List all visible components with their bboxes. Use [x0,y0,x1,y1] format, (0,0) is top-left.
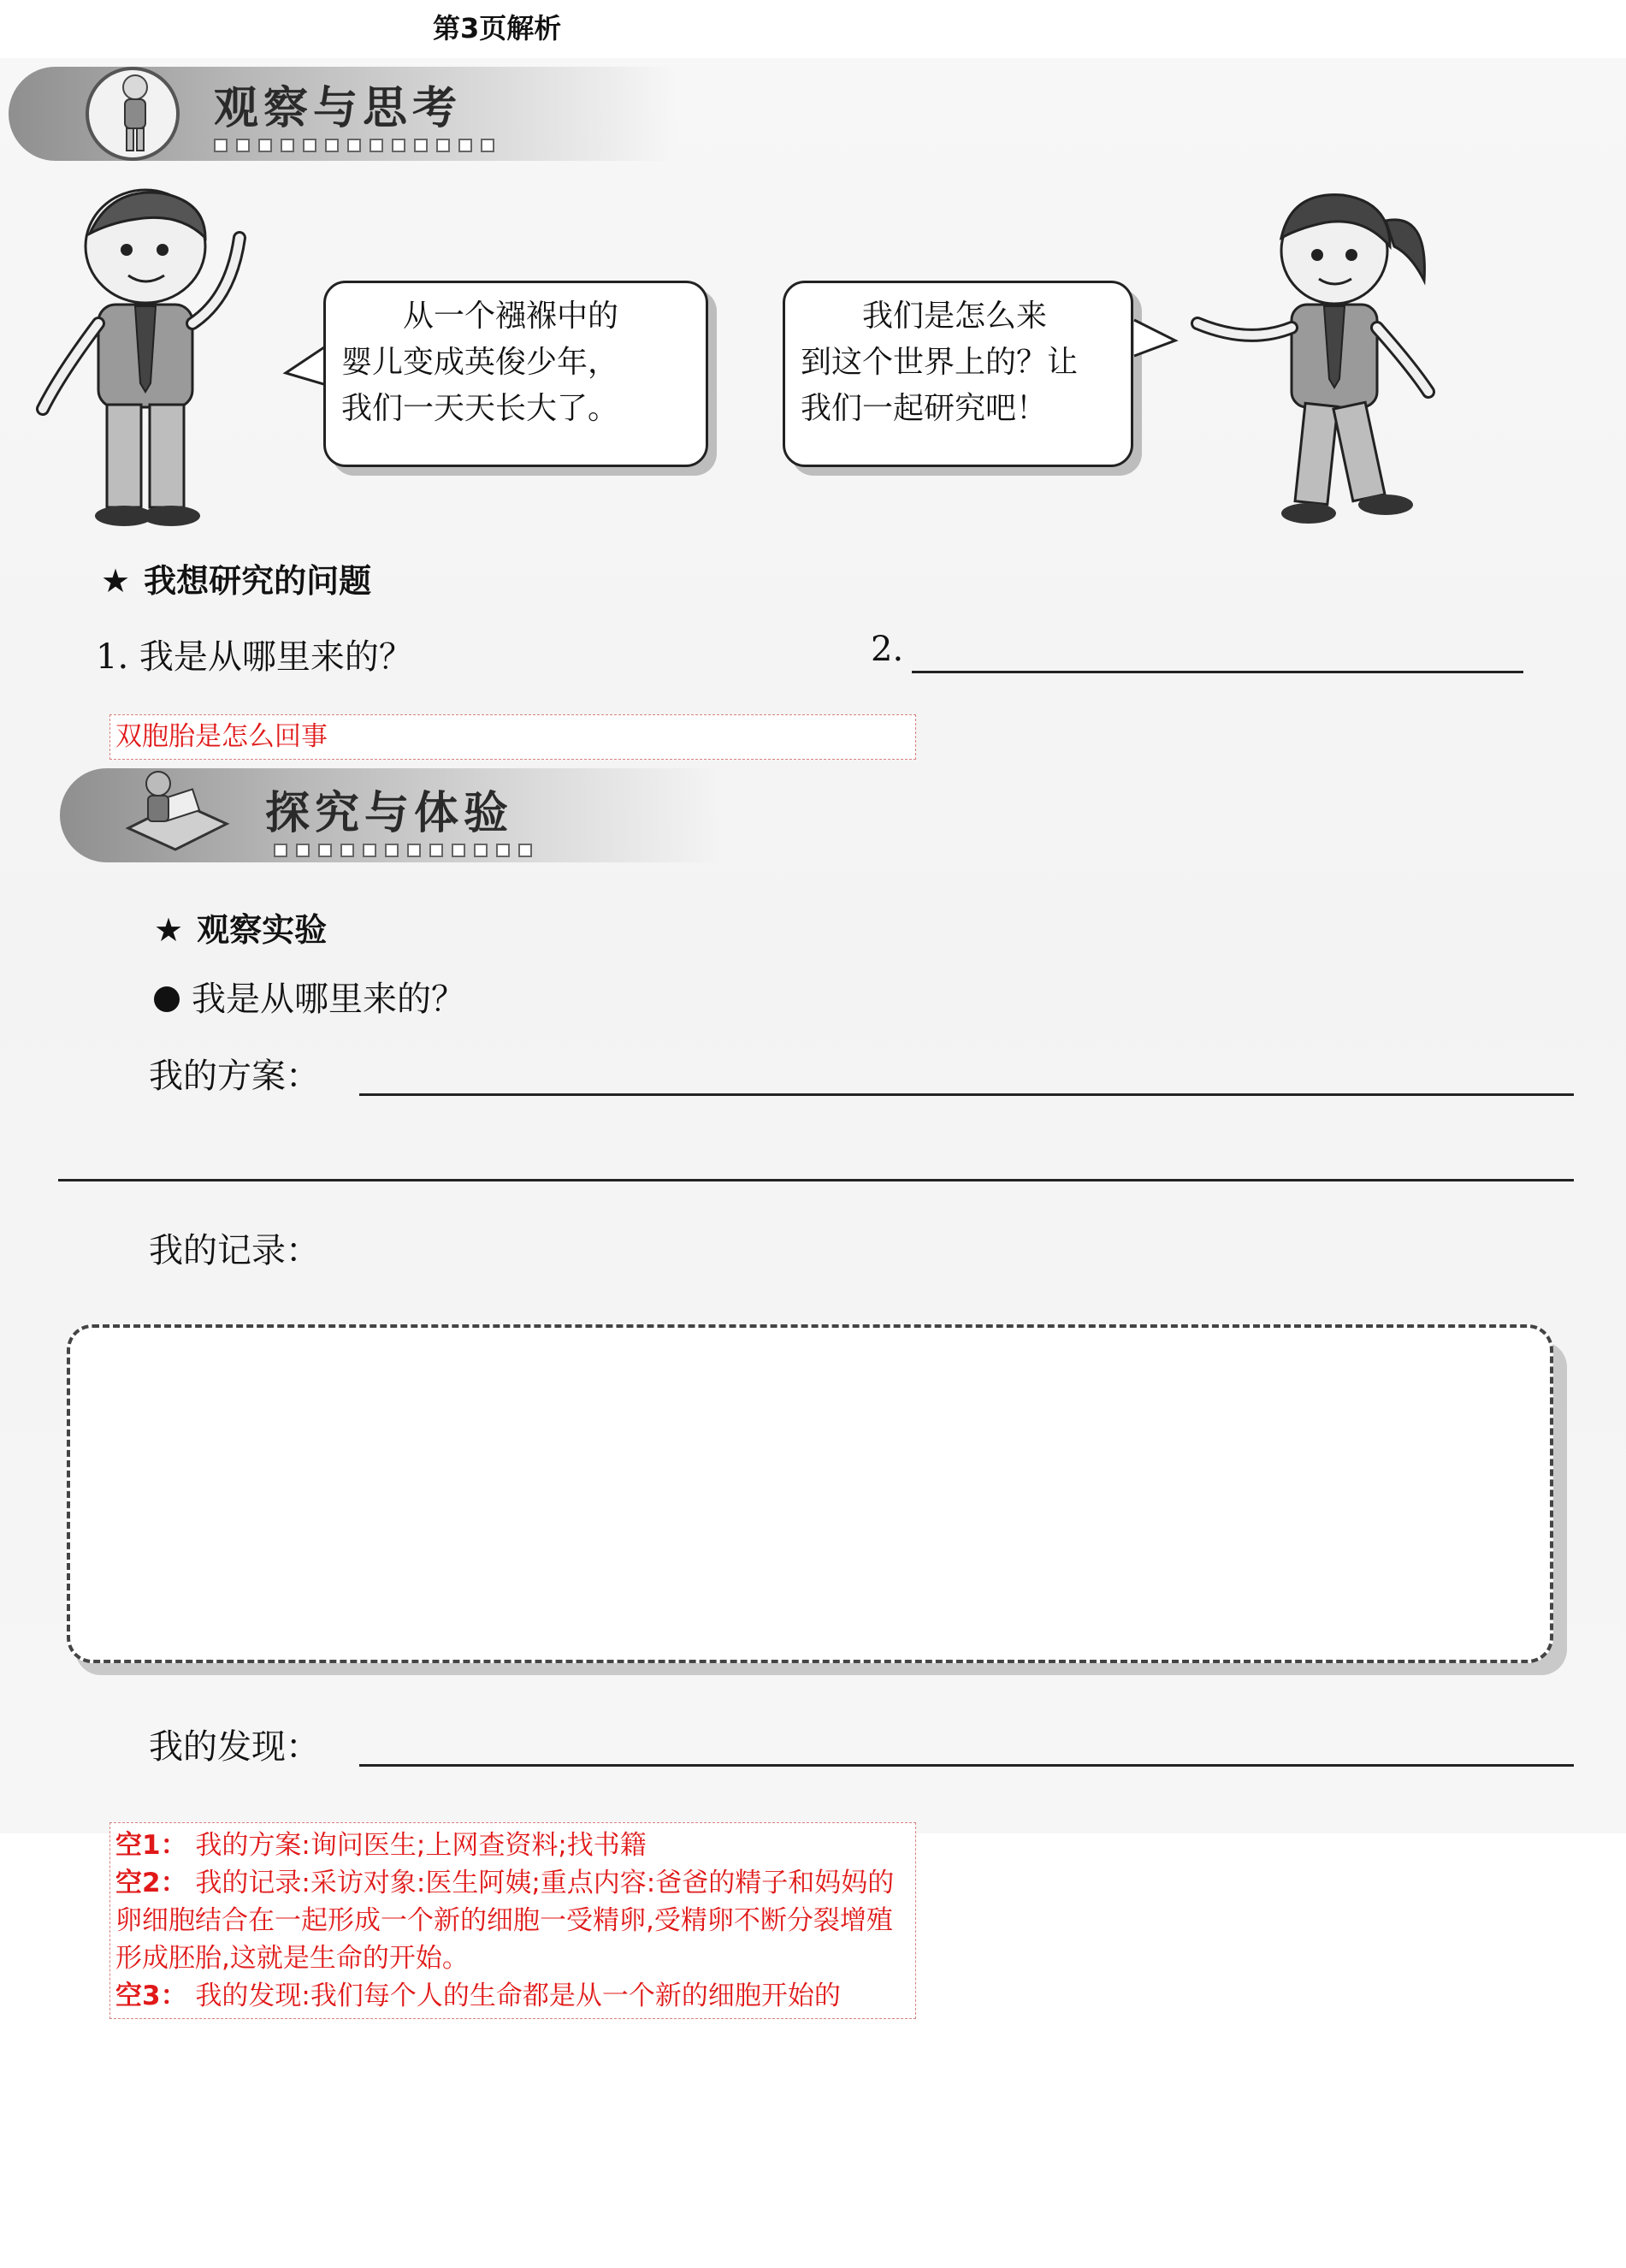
answer-item-2-label: 空2： [115,1868,187,1898]
speech-bubble-boy [323,281,708,467]
answer-item-3 [115,1977,910,2015]
textbook-page-scan [0,58,1626,1833]
bubble-girl-line-2: 到这个世界上的？让 [801,345,1079,380]
banner-decoration-squares [214,139,494,152]
study-desk-icon [120,760,231,854]
speech-bubble-girl [783,281,1133,467]
answer-item-3-text: 我的发现:我们每个人的生命都是从一个新的细胞开始的 [186,1981,841,2011]
bubble-tail-right [1127,315,1179,366]
bubble-boy-line-1: 从一个襁褓中的 [403,299,619,334]
boy-illustration [34,187,257,529]
answer-box-explore [109,1822,916,2019]
bullet-question-text: 我是从哪里来的？ [192,980,465,1019]
section-title-observe: 观察与思考 [214,82,463,134]
plan-blank-2 [58,1179,1574,1181]
star-icon: ★ [154,911,184,949]
girl-badge-icon [109,72,161,157]
bullet-icon [154,986,180,1012]
experiment-heading-text: 观察实验 [197,911,328,949]
section-banner-observe [9,67,676,161]
answer-item-2 [115,1864,910,1977]
question-2-number: 2. [871,630,904,669]
discovery-label: 我的发现： [149,1727,320,1767]
banner-decoration-squares [274,844,532,857]
discovery-blank [359,1764,1574,1767]
bullet-question [154,972,465,1021]
record-box [67,1324,1553,1663]
page-title: 第3页解析 [433,12,562,44]
answer-item-2-text: 我的记录:采访对象:医生阿姨;重点内容:爸爸的精子和妈妈的卵细胞结合在一起形成一个新的细胞一受精卵,受精卵不断分裂增殖形成胚胎,这就是生命的开始。 [115,1868,895,1974]
answer-item-1-label: 空1： [115,1830,187,1861]
experiment-heading [154,903,327,950]
girl-illustration [1180,187,1463,529]
answer-box-question-2: 双胞胎是怎么回事 [109,714,916,760]
research-question-heading-text: 我想研究的问题 [144,562,372,600]
answer-item-3-label: 空3： [115,1981,187,2011]
bubble-boy-line-2: 婴儿变成英俊少年， [341,345,619,380]
star-icon: ★ [101,562,131,600]
record-label: 我的记录： [149,1231,320,1270]
question-2-blank [912,671,1523,673]
plan-label: 我的方案： [149,1057,320,1096]
answer-item-1 [115,1827,910,1864]
answer-item-1-text: 我的方案:询问医生;上网查资料;找书籍 [186,1830,647,1861]
plan-blank-1 [359,1093,1574,1096]
question-1: 1. 我是从哪里来的？ [96,637,413,677]
bubble-boy-line-3: 我们一天天长大了。 [341,391,619,426]
bubble-girl-line-3: 我们一起研究吧！ [801,391,1048,426]
section-title-explore: 探究与体验 [265,787,514,839]
research-question-heading [101,554,371,601]
bubble-girl-line-1: 我们是怎么来 [862,299,1048,334]
